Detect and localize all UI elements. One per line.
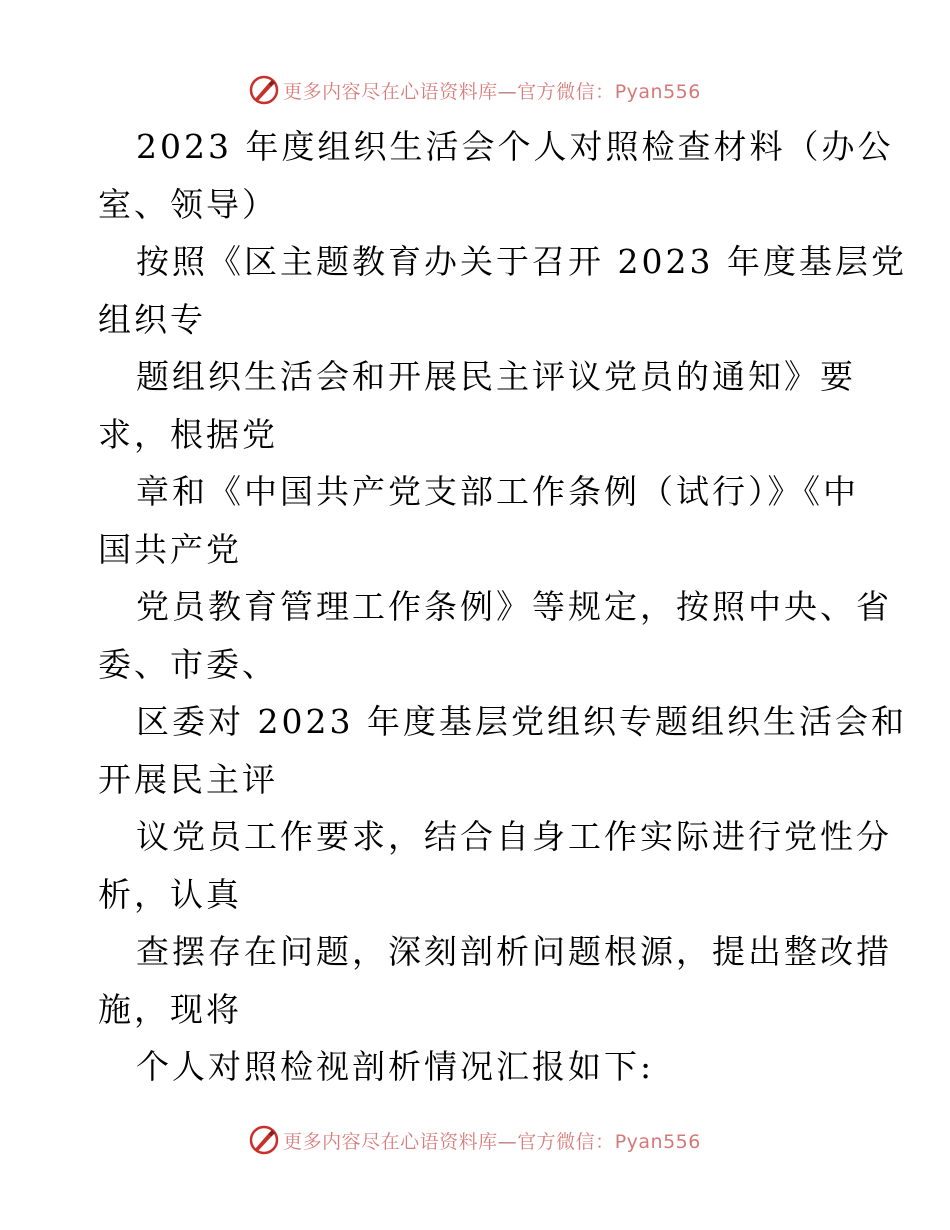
pen-logo-icon bbox=[249, 1125, 279, 1155]
doc-paragraph-line: 查摆存在问题，深刻剖析问题根源，提出整改措 bbox=[136, 932, 892, 971]
doc-paragraph-line: 议党员工作要求，结合自身工作实际进行党性分 bbox=[136, 817, 892, 856]
watermark-site-name: 更多内容尽在心语资料库 bbox=[283, 1130, 498, 1153]
doc-paragraph-line: 开展民主评 bbox=[98, 759, 278, 799]
watermark-dash: — bbox=[497, 80, 518, 103]
watermark-text bbox=[283, 1127, 701, 1154]
document-body bbox=[98, 118, 907, 1096]
doc-title-line-2: 室、领导） bbox=[98, 184, 278, 224]
doc-paragraph-line: 委、市委、 bbox=[98, 644, 278, 684]
doc-paragraph-line: 党员教育管理工作条例》等规定，按照中央、省 bbox=[136, 587, 892, 626]
watermark-dash: — bbox=[497, 1130, 518, 1153]
watermark-wechat-handle: Pyan556 bbox=[614, 1130, 701, 1153]
watermark-wechat-label: 官方微信： bbox=[517, 1130, 615, 1153]
doc-paragraph-line: 题组织生活会和开展民主评议党员的通知》要 bbox=[136, 357, 856, 396]
doc-paragraph-line: 析，认真 bbox=[98, 874, 242, 914]
header-watermark bbox=[0, 70, 950, 110]
watermark-site-name: 更多内容尽在心语资料库 bbox=[283, 80, 498, 103]
doc-paragraph-line: 求，根据党 bbox=[98, 414, 278, 454]
doc-paragraph-line: 施，现将 bbox=[98, 989, 242, 1029]
watermark-wechat-handle: Pyan556 bbox=[614, 80, 701, 103]
doc-paragraph-line: 按照《区主题教育办关于召开 2023 年度基层党 bbox=[136, 242, 907, 281]
pen-logo-icon bbox=[249, 75, 279, 105]
doc-title-line-1: 2023 年度组织生活会个人对照检查材料（办公 bbox=[136, 127, 894, 166]
watermark-wechat-label: 官方微信： bbox=[517, 80, 615, 103]
doc-paragraph-line: 组织专 bbox=[98, 299, 206, 339]
doc-paragraph-line: 国共产党 bbox=[98, 529, 242, 569]
watermark-text bbox=[283, 77, 701, 104]
doc-paragraph-line: 个人对照检视剖析情况汇报如下: bbox=[136, 1047, 655, 1086]
doc-paragraph-line: 区委对 2023 年度基层党组织专题组织生活会和 bbox=[136, 702, 907, 741]
doc-paragraph-line: 章和《中国共产党支部工作条例（试行）》《中 bbox=[136, 472, 859, 511]
footer-watermark bbox=[0, 1120, 950, 1160]
